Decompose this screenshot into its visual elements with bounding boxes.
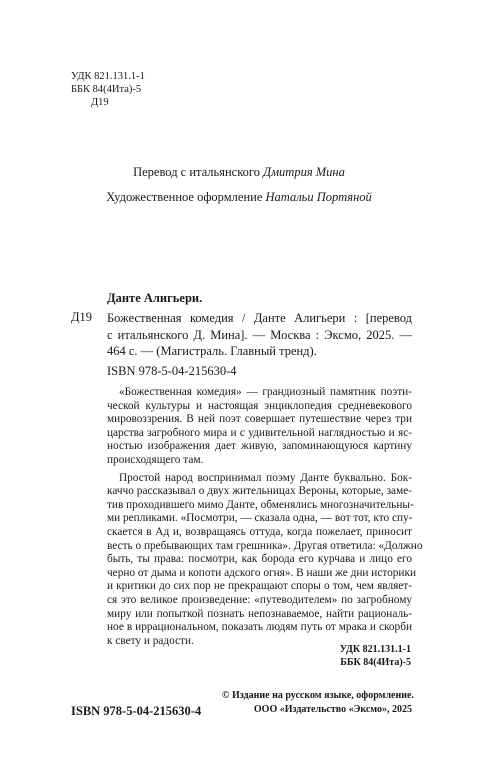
annotation-paragraph-2 (107, 471, 423, 649)
annotation-paragraph-1 (107, 386, 412, 468)
annotation-line: Простой народ воспринимал поэму Данте буквально. Бок- (119, 471, 412, 484)
annotation-line: ся это великое произведение: «путеводителем» по загробному (107, 593, 412, 606)
copyright-line: © Издание на русском языке, оформление. (222, 690, 414, 701)
annotation (107, 386, 423, 652)
translator-name: Дмитрия Мина (263, 165, 345, 179)
copyright-line: ООО «Издательство «Эксмо», 2025 (253, 704, 412, 715)
biblio-line: Божественная комедия / Данте Алигьери : [перевод (107, 311, 412, 325)
annotation-line: ностью изображения дает живую, запоминающуюся картину (107, 440, 412, 453)
annotation-line: тив проходившего мимо Данте, обменялись многозначительны- (107, 498, 414, 511)
classification-codes-top (71, 70, 145, 109)
designer-name: Натальи Портяной (265, 190, 372, 204)
annotation-line: скается в Ад и, возвращаясь оттуда, когда пожелает, приносит (107, 525, 412, 538)
annotation-line: царства загробного мира и с удивительной наглядностью и яс- (107, 426, 412, 439)
annotation-line: черно от дыма и копоти адского огня». В наши же дни историки (107, 566, 417, 579)
annotation-line: ное в иррациональном, показать людям путь от мрака и скорби (107, 621, 412, 634)
annotation-line: каччо рассказывал о двух жительницах Вероны, которые, заме- (107, 485, 412, 498)
translation-label: Перевод с итальянского (133, 165, 260, 179)
author-heading: Данте Алигьери. (107, 291, 203, 305)
bbk-code: ББК 84(4Ита)-5 (71, 84, 142, 95)
biblio-line: с итальянского Д. Мина]. — Москва : Эксмо, 2025. — (107, 327, 412, 342)
bbk-code-bottom: ББК 84(4Ита)-5 (340, 657, 411, 668)
udk-code: УДК 821.131.1-1 (71, 71, 145, 82)
annotation-line: к свету и радости. (107, 634, 194, 647)
annotation-line: ческой культуры и настоящая энциклопедия средневекового (107, 399, 412, 412)
annotation-line: мировоззрения. В ней поэт совершает путешествие через три (107, 413, 412, 426)
annotation-line: и критики до сих пор не прекращают споры о том, чем являет- (107, 580, 412, 593)
biblio-line: 464 с. — (Магистраль. Главный тренд). (107, 344, 317, 358)
annotation-line: «Божественная комедия» — грандиозный памятник поэти- (119, 386, 412, 398)
design-credit (0, 190, 478, 205)
translation-credit (0, 165, 478, 180)
annotation-line: быть, ты права: посмотри, как борода его курчава и лицо его (107, 553, 412, 566)
design-label: Художественное оформление (106, 190, 263, 204)
annotation-line: происходящего там. (107, 453, 204, 466)
annotation-line: миру или попыткой познать непознаваемое, найти рациональ- (107, 607, 412, 620)
author-mark-left: Д19 (71, 310, 93, 324)
isbn-bottom: ISBN 978-5-04-215630-4 (71, 704, 202, 718)
copyright-notice (222, 689, 412, 717)
isbn-main: ISBN 978-5-04-215630-4 (107, 364, 237, 378)
udk-code-bottom: УДК 821.131.1-1 (339, 644, 411, 655)
author-mark: Д19 (91, 97, 109, 108)
annotation-line: ми репликами. «Посмотри, — сказала одна, — вот тот, кто спу- (107, 512, 413, 525)
annotation-line: весть о пребывающих там грешника». Другая ответила: «Должно (107, 539, 423, 552)
credits-block (0, 165, 478, 215)
bibliographic-description (107, 310, 412, 360)
classification-codes-bottom (300, 643, 411, 669)
